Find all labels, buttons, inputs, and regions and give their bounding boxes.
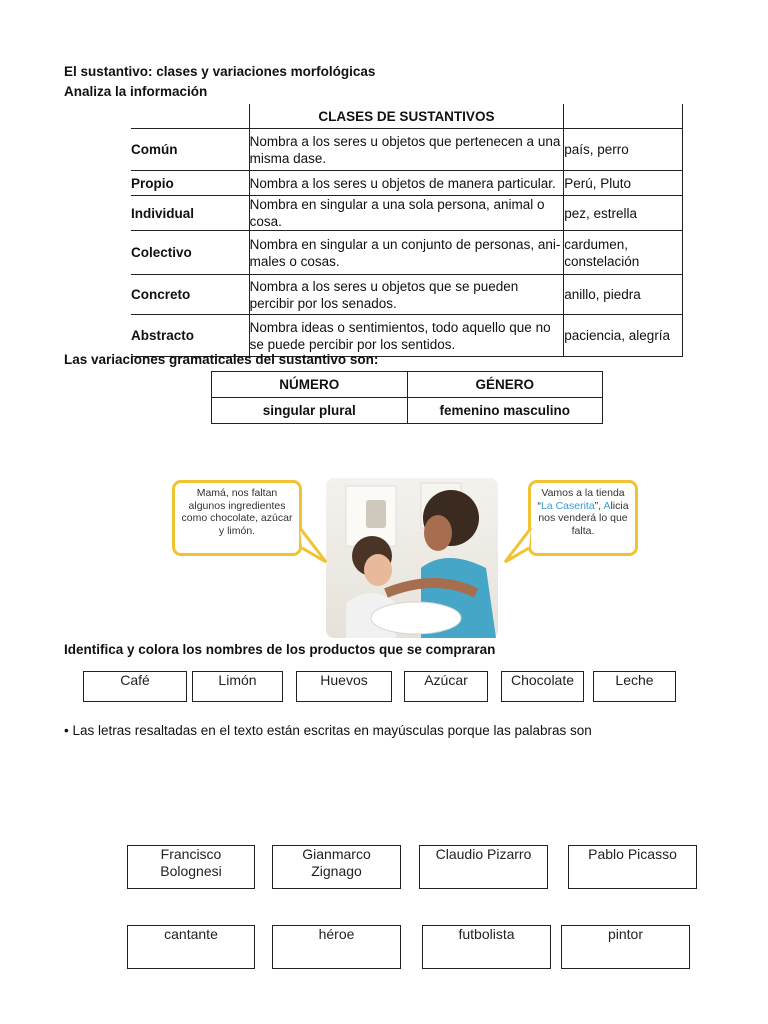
clase-definition: Nombra ideas o sentimientos, todo aquello que no se puede percibir por los sentidos. [249,315,564,357]
genero-header: GÉNERO [407,372,603,398]
clase-definition: Nombra en singular a una sola persona, animal o cosa. [249,196,564,231]
highlight-letter-l: L [540,499,547,512]
numero-value: singular plural [212,398,408,424]
clase-name: Común [131,129,249,171]
bubble-right-text-a: a [546,499,556,512]
table-row [131,231,683,275]
product-box-limon[interactable]: Limón [192,671,283,702]
product-box-leche[interactable]: Leche [593,671,676,702]
product-box-huevos[interactable]: Huevos [296,671,392,702]
genero-value: femenino masculino [407,398,603,424]
clase-name: Abstracto [131,315,249,357]
clase-name: Concreto [131,275,249,315]
clase-examples: cardumen, constelación [564,231,683,275]
clase-definition: Nombra en singular a un conjunto de personas, ani-males o cosas. [249,231,564,275]
bubble-right-text-2: ”, [594,499,604,512]
table-row [131,196,683,231]
highlight-letter-a: A [603,499,611,512]
name-box-francisco-bolognesi[interactable]: Francisco Bolognesi [127,845,255,889]
speech-bubble-daughter: Mamá, nos faltan algunos ingredientes como chocolate, azúcar y limón. [172,480,302,556]
product-box-cafe[interactable]: Café [83,671,187,702]
clases-header: CLASES DE SUSTANTIVOS [249,104,564,129]
bubble-tail-left [300,526,330,566]
clase-definition: Nombra a los seres u objetos que pertenecen a una misma dase. [249,129,564,171]
clases-header-row [131,104,683,129]
highlight-letter-c: C [555,499,564,512]
table-row [131,315,683,357]
name-box-gianmarco-zignago[interactable]: Gianmarco Zignago [272,845,401,889]
role-box-futbolista[interactable]: futbolista [422,925,551,969]
variaciones-heading: Las variaciones gramaticales del sustantivo son: [64,352,379,367]
clase-examples: anillo, piedra [564,275,683,315]
variaciones-table [211,371,603,424]
numero-header: NÚMERO [212,372,408,398]
page-subtitle: Analiza la información [64,84,208,99]
table-row [131,275,683,315]
mother-daughter-photo [326,478,498,638]
role-box-pintor[interactable]: pintor [561,925,690,969]
speech-bubble-mother [528,480,638,556]
bubble-right-text-3: licia nos venderá lo que falta. [538,499,629,537]
clase-name: Colectivo [131,231,249,275]
clase-examples: paciencia, alegría [564,315,683,357]
product-box-azucar[interactable]: Azúcar [404,671,488,702]
product-box-chocolate[interactable]: Chocolate [501,671,584,702]
table-row [131,129,683,171]
mayusculas-sentence: • Las letras resaltadas en el texto están escritas en mayúsculas porque las palabras son [64,723,592,738]
bubble-tail-right [502,526,532,566]
table-row [131,171,683,196]
role-box-cantante[interactable]: cantante [127,925,255,969]
clase-name: Individual [131,196,249,231]
clase-examples: pez, estrella [564,196,683,231]
productos-instruction: Identifica y colora los nombres de los productos que se compraran [64,642,496,657]
clase-definition: Nombra a los seres u objetos de manera particular. [249,171,564,196]
bubble-right-text-aserita: aserita [563,499,595,512]
clase-examples: país, perro [564,129,683,171]
clase-definition: Nombra a los seres u objetos que se pueden percibir por los senados. [249,275,564,315]
name-box-claudio-pizarro[interactable]: Claudio Pizarro [419,845,548,889]
bubble-right-text-1: Vamos a la tienda “ [537,487,625,512]
page-title: El sustantivo: clases y variaciones morfológicas [64,64,376,79]
clase-examples: Perú, Pluto [564,171,683,196]
clases-table [131,104,683,357]
role-box-heroe[interactable]: héroe [272,925,401,969]
illustration [172,478,638,638]
name-box-pablo-picasso[interactable]: Pablo Picasso [568,845,697,889]
clase-name: Propio [131,171,249,196]
